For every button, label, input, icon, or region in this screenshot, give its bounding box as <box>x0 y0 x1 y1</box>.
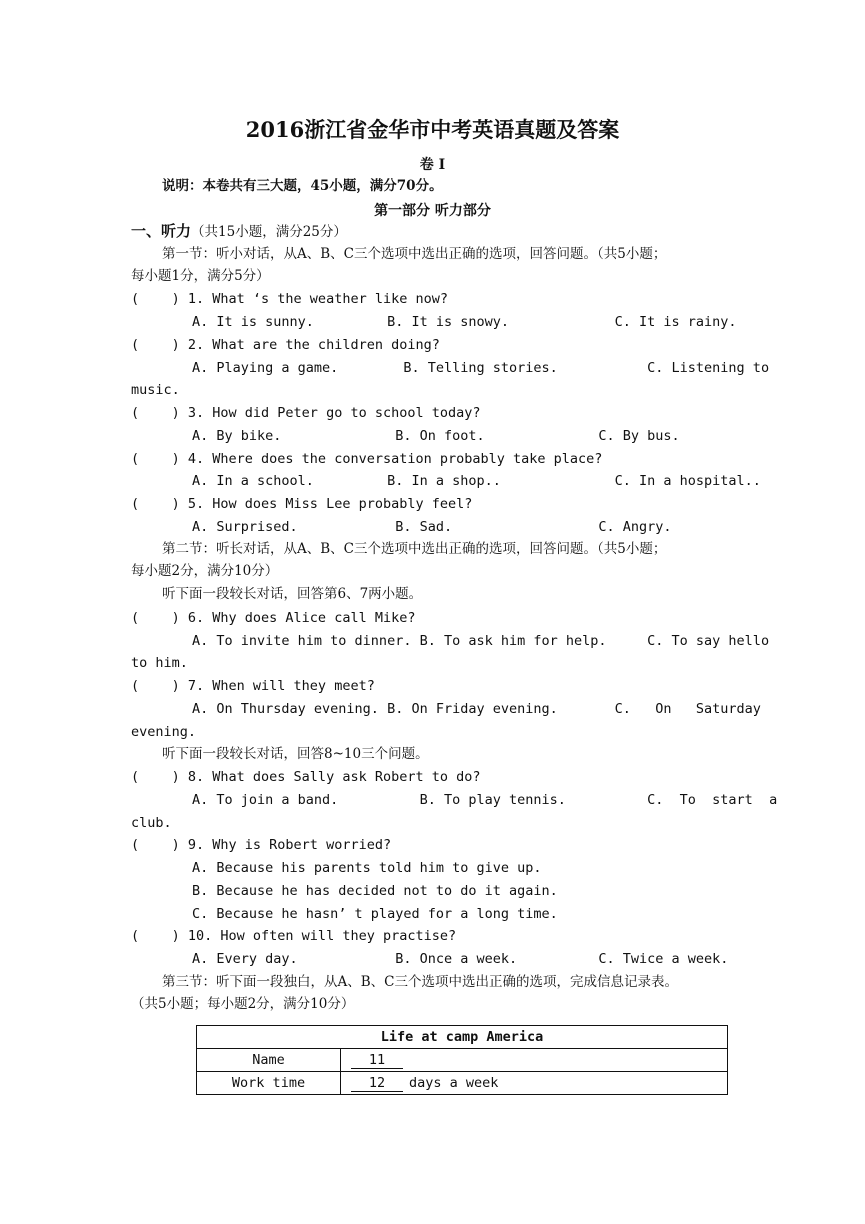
question-8-options: A. To join a band. B. To play tennis. C. To start a <box>192 792 778 808</box>
section2-subheading-1: 听下面一段较长对话，回答第6、7两小题。 <box>162 586 423 602</box>
row-label: Name <box>197 1049 341 1072</box>
question-9-option-a: A. Because his parents told him to give up. <box>192 860 542 876</box>
section3-instruction: 第三节：听下面一段独白，从A、B、C三个选项中选出正确的选项，完成信息记录表。 <box>162 974 678 990</box>
volume-label: 卷 I <box>419 157 446 173</box>
question-7-options-cont: evening. <box>131 724 197 740</box>
part-header: 第一部分 听力部分 <box>374 203 491 219</box>
question-6-options: A. To invite him to dinner. B. To ask him for help. C. To say hello <box>192 633 770 649</box>
section1-instruction: 第一节：听小对话，从A、B、C三个选项中选出正确的选项，回答问题。（共5小题； <box>162 246 667 262</box>
section2-instruction-cont: 每小题2分，满分10分） <box>131 563 279 579</box>
question-1: ( ) 1. What ‘s the weather like now? <box>131 291 448 307</box>
question-4: ( ) 4. Where does the conversation probably take place? <box>131 451 603 467</box>
section1-instruction-cont: 每小题1分，满分5分） <box>131 268 270 284</box>
question-5-options: A. Surprised. B. Sad. C. Angry. <box>192 519 672 535</box>
row-label: Work time <box>197 1072 341 1095</box>
table-row <box>197 1072 728 1095</box>
info-record-table <box>196 1025 728 1095</box>
question-6: ( ) 6. Why does Alice call Mike? <box>131 610 416 626</box>
row-value <box>341 1049 728 1072</box>
section2-instruction: 第二节：听长对话，从A、B、C三个选项中选出正确的选项，回答问题。（共5小题； <box>162 541 667 557</box>
question-7-options: A. On Thursday evening. B. On Friday evening. C. On Saturday <box>192 701 761 717</box>
question-8-options-cont: club. <box>131 815 172 831</box>
row-suffix: days a week <box>409 1074 499 1091</box>
answer-blank[interactable]: 11 <box>351 1052 403 1069</box>
question-2-options: A. Playing a game. B. Telling stories. C. Listening to <box>192 360 770 376</box>
section2-subheading-2: 听下面一段较长对话，回答8~10三个问题。 <box>162 746 429 762</box>
section-heading-info: （共15小题，满分25分） <box>191 224 347 240</box>
question-4-options: A. In a school. B. In a shop.. C. In a hospital.. <box>192 473 761 489</box>
section-heading-title: 一、听力 <box>131 222 192 240</box>
answer-blank[interactable]: 12 <box>351 1075 403 1092</box>
row-value <box>341 1072 728 1095</box>
question-3-options: A. By bike. B. On foot. C. By bus. <box>192 428 680 444</box>
question-6-options-cont: to him. <box>131 655 188 671</box>
question-9-option-c: C. Because he hasn’ t played for a long time. <box>192 906 558 922</box>
section-heading <box>131 222 347 241</box>
section3-instruction-cont: （共5小题；每小题2分，满分10分） <box>131 996 355 1012</box>
question-2-options-cont: music. <box>131 382 180 398</box>
question-2: ( ) 2. What are the children doing? <box>131 337 440 353</box>
question-10: ( ) 10. How often will they practise? <box>131 928 457 944</box>
table-title: Life at camp America <box>197 1026 728 1049</box>
question-10-options: A. Every day. B. Once a week. C. Twice a week. <box>192 951 729 967</box>
question-7: ( ) 7. When will they meet? <box>131 678 375 694</box>
question-8: ( ) 8. What does Sally ask Robert to do? <box>131 769 481 785</box>
question-5: ( ) 5. How does Miss Lee probably feel? <box>131 496 473 512</box>
question-9: ( ) 9. Why is Robert worried? <box>131 837 392 853</box>
exam-note: 说明：本卷共有三大题，45小题，满分70分。 <box>162 178 443 194</box>
table-row <box>197 1049 728 1072</box>
doc-title: 2016浙江省金华市中考英语真题及答案 <box>245 117 620 142</box>
table-header-row <box>197 1026 728 1049</box>
question-3: ( ) 3. How did Peter go to school today? <box>131 405 481 421</box>
question-1-options: A. It is sunny. B. It is snowy. C. It is rainy. <box>192 314 737 330</box>
question-9-option-b: B. Because he has decided not to do it again. <box>192 883 558 899</box>
